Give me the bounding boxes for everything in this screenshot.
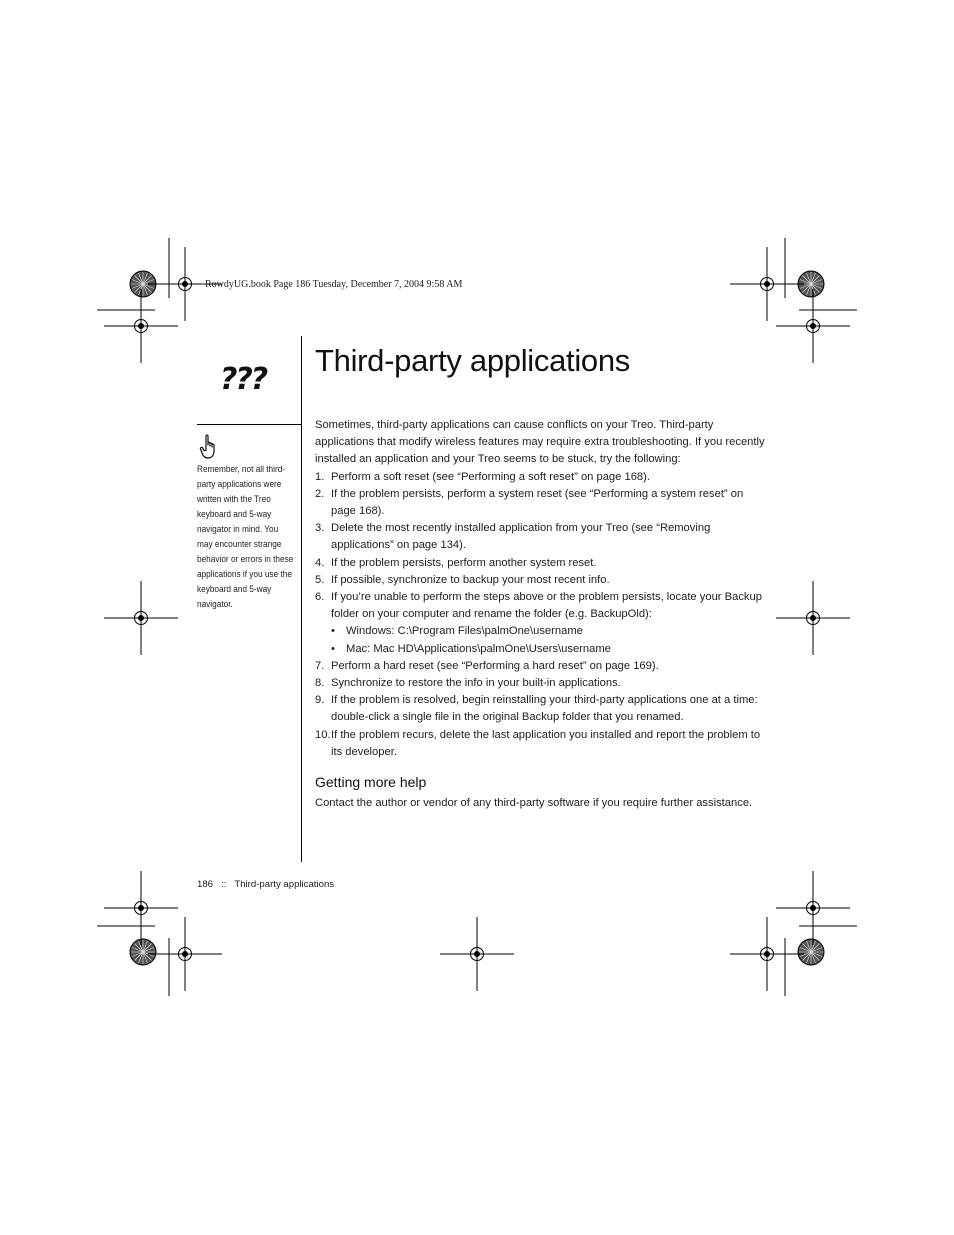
pointing-hand-icon <box>197 434 219 460</box>
step-number: 8. <box>315 677 325 690</box>
column-divider <box>301 336 302 862</box>
sidenote-line: keyboard and 5-way <box>197 584 272 595</box>
page-title: Third-party applications <box>315 343 631 378</box>
sidenote-line: may encounter strange <box>197 539 282 550</box>
path-bullet <box>315 623 765 640</box>
step-number: 2. <box>315 487 325 500</box>
step-number: 4. <box>315 556 325 569</box>
step-item <box>315 486 765 520</box>
step-text: Perform a hard reset (see “Performing a hard reset” on page 169). <box>331 659 659 672</box>
step-item <box>315 520 765 554</box>
step-item <box>315 727 765 761</box>
step-text: If the problem recurs, delete the last application you installed and report the problem to its developer. <box>331 728 761 758</box>
footer-section: Third-party applications <box>234 879 335 890</box>
step-number: 10. <box>315 728 331 741</box>
step-text: If the problem persists, perform a system reset (see “Performing a system reset” on page 168). <box>331 487 744 518</box>
bullet-glyph: • <box>331 625 335 638</box>
subheading: Getting more help <box>315 774 427 791</box>
step-text: Perform a soft reset (see “Performing a soft reset” on page 168). <box>331 470 650 483</box>
bullet-glyph: • <box>331 642 335 655</box>
page-number: 186 <box>197 879 214 890</box>
bullet-text: Mac HD\Applications\palmOne\Users\username <box>370 642 611 655</box>
sidenote-line: Remember, not all third- <box>197 464 286 475</box>
step-number: 5. <box>315 573 325 586</box>
step-text: If the problem is resolved, begin reinstalling your third-party applications one at a time: double-click a single file in the original Backup folder that you renamed. <box>331 694 758 724</box>
registration-wheel <box>130 939 156 965</box>
registration-wheel <box>798 939 824 965</box>
sidenote-line: navigator in mind. You <box>197 524 279 535</box>
step-item <box>315 658 765 675</box>
book-header: RowdyUG.book Page 186 Tuesday, December 7, 2004 9:58 AM <box>205 279 463 290</box>
sidenote-line: party applications were <box>197 479 282 490</box>
step-number: 9. <box>315 694 325 707</box>
page-footer <box>197 879 334 890</box>
sidenote-line: written with the Treo <box>197 494 271 505</box>
step-text: Synchronize to restore the info in your built-in applications. <box>331 677 621 690</box>
step-number: 6. <box>315 591 325 604</box>
step-item <box>315 555 765 572</box>
sidenote-line: keyboard and 5-way <box>197 509 272 520</box>
bullet-label: Windows: <box>346 625 395 638</box>
question-marks-icon: ??? <box>220 362 267 397</box>
bullet-text: C:\Program Files\palmOne\username <box>394 625 583 638</box>
help-paragraph: Contact the author or vendor of any third-party software if you require further assistance. <box>315 797 753 810</box>
step-text: If possible, synchronize to backup your most recent info. <box>331 573 610 586</box>
step-text: If you’re unable to perform the steps above or the problem persists, locate your Backup folder on your computer and rename the folder (e.g. BackupOld): <box>331 591 762 621</box>
sidenote-line: navigator. <box>197 599 233 610</box>
footer-separator: :: <box>221 879 227 890</box>
sidebar-rule <box>197 424 302 425</box>
sidenote <box>197 462 292 612</box>
step-item <box>315 572 765 589</box>
step-item <box>315 469 765 486</box>
step-text: If the problem persists, perform another system reset. <box>331 556 597 569</box>
step-number: 7. <box>315 659 325 672</box>
step-number: 3. <box>315 522 325 535</box>
sidenote-line: applications if you use the <box>197 569 292 580</box>
step-item <box>315 589 765 623</box>
path-bullet <box>315 641 765 658</box>
bullet-label: Mac: <box>346 642 371 655</box>
intro-paragraph: Sometimes, third-party applications can cause conflicts on your Treo. Third-party applications that modify wireless features may require extra troubleshooting. If you recently installed an application and your Treo seems to be stuck, try the following: <box>315 419 765 466</box>
step-item <box>315 692 765 726</box>
step-number: 1. <box>315 470 325 483</box>
sidenote-line: behavior or errors in these <box>197 554 294 565</box>
step-item <box>315 675 765 692</box>
step-text: Delete the most recently installed application from your Treo (see “Removing applications” on page 134). <box>331 522 711 552</box>
main-body <box>315 417 765 812</box>
